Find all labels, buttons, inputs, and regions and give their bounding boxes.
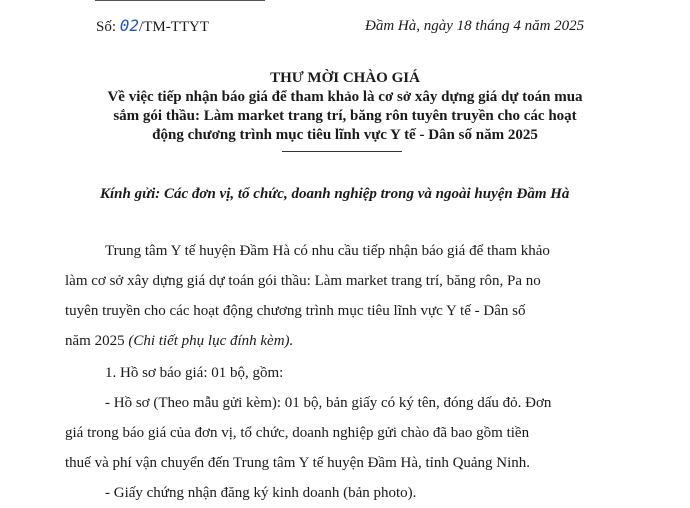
- intro-line: làm cơ sở xây dựng giá dự toán gói thầu: Làm market trang trí, băng rôn, Pa no: [65, 273, 541, 289]
- document-number-prefix: Số:: [96, 19, 120, 35]
- item-1b: [65, 478, 625, 508]
- intro-line: tuyên truyền cho các hoạt động chương trình mục tiêu lĩnh vực Y tế - Dân số: [65, 303, 526, 319]
- recipient: Kính gửi: Các đơn vị, tổ chức, doanh nghiệp trong và ngoài huyện Đầm Hà: [100, 186, 570, 202]
- item-1b-text: - Giấy chứng nhận đăng ký kinh doanh (bản photo).: [105, 485, 417, 501]
- item-1-text: 1. Hồ sơ báo giá: 01 bộ, gồm:: [105, 365, 284, 381]
- intro-line: Trung tâm Y tế huyện Đầm Hà có nhu cầu tiếp nhận báo giá để tham khảo: [105, 243, 550, 259]
- subject-line: Về việc tiếp nhận báo giá để tham khảo là cơ sở xây dựng giá dự toán mua: [107, 89, 583, 105]
- document-number: [96, 17, 209, 36]
- subject-line: động chương trình mục tiêu lĩnh vực Y tế - Dân số năm 2025: [152, 127, 538, 143]
- item-1a-line: thuế và phí vận chuyển đến Trung tâm Y tế huyện Đầm Hà, tỉnh Quảng Ninh.: [65, 455, 531, 471]
- item-1: [65, 358, 625, 388]
- header-rule: [95, 0, 265, 1]
- intro-paragraph: [65, 236, 625, 356]
- subject-line: sắm gói thầu: Làm market trang trí, băng rôn tuyên truyền cho các hoạt: [113, 108, 577, 124]
- item-1a: [65, 388, 625, 478]
- document-number-suffix: /TM-TTYT: [139, 19, 210, 35]
- letter-title: THƯ MỜI CHÀO GIÁ: [270, 70, 420, 86]
- item-1a-line: - Hồ sơ (Theo mẫu gửi kèm): 01 bộ, bản giấy có ký tên, đóng dấu đỏ. Đơn: [105, 395, 552, 411]
- intro-last-text: năm 2025: [65, 333, 129, 349]
- intro-line-last: [65, 326, 625, 356]
- subject-underline: [282, 151, 402, 152]
- document-number-value: 02: [119, 16, 140, 35]
- item-1a-line: giá trong báo giá của đơn vị, tổ chức, doanh nghiệp gửi chào đã bao gồm tiền: [65, 425, 530, 441]
- intro-note: (Chi tiết phụ lục đính kèm).: [128, 333, 294, 349]
- letter-subject: [30, 88, 660, 145]
- place-date: Đầm Hà, ngày 18 tháng 4 năm 2025: [365, 18, 585, 34]
